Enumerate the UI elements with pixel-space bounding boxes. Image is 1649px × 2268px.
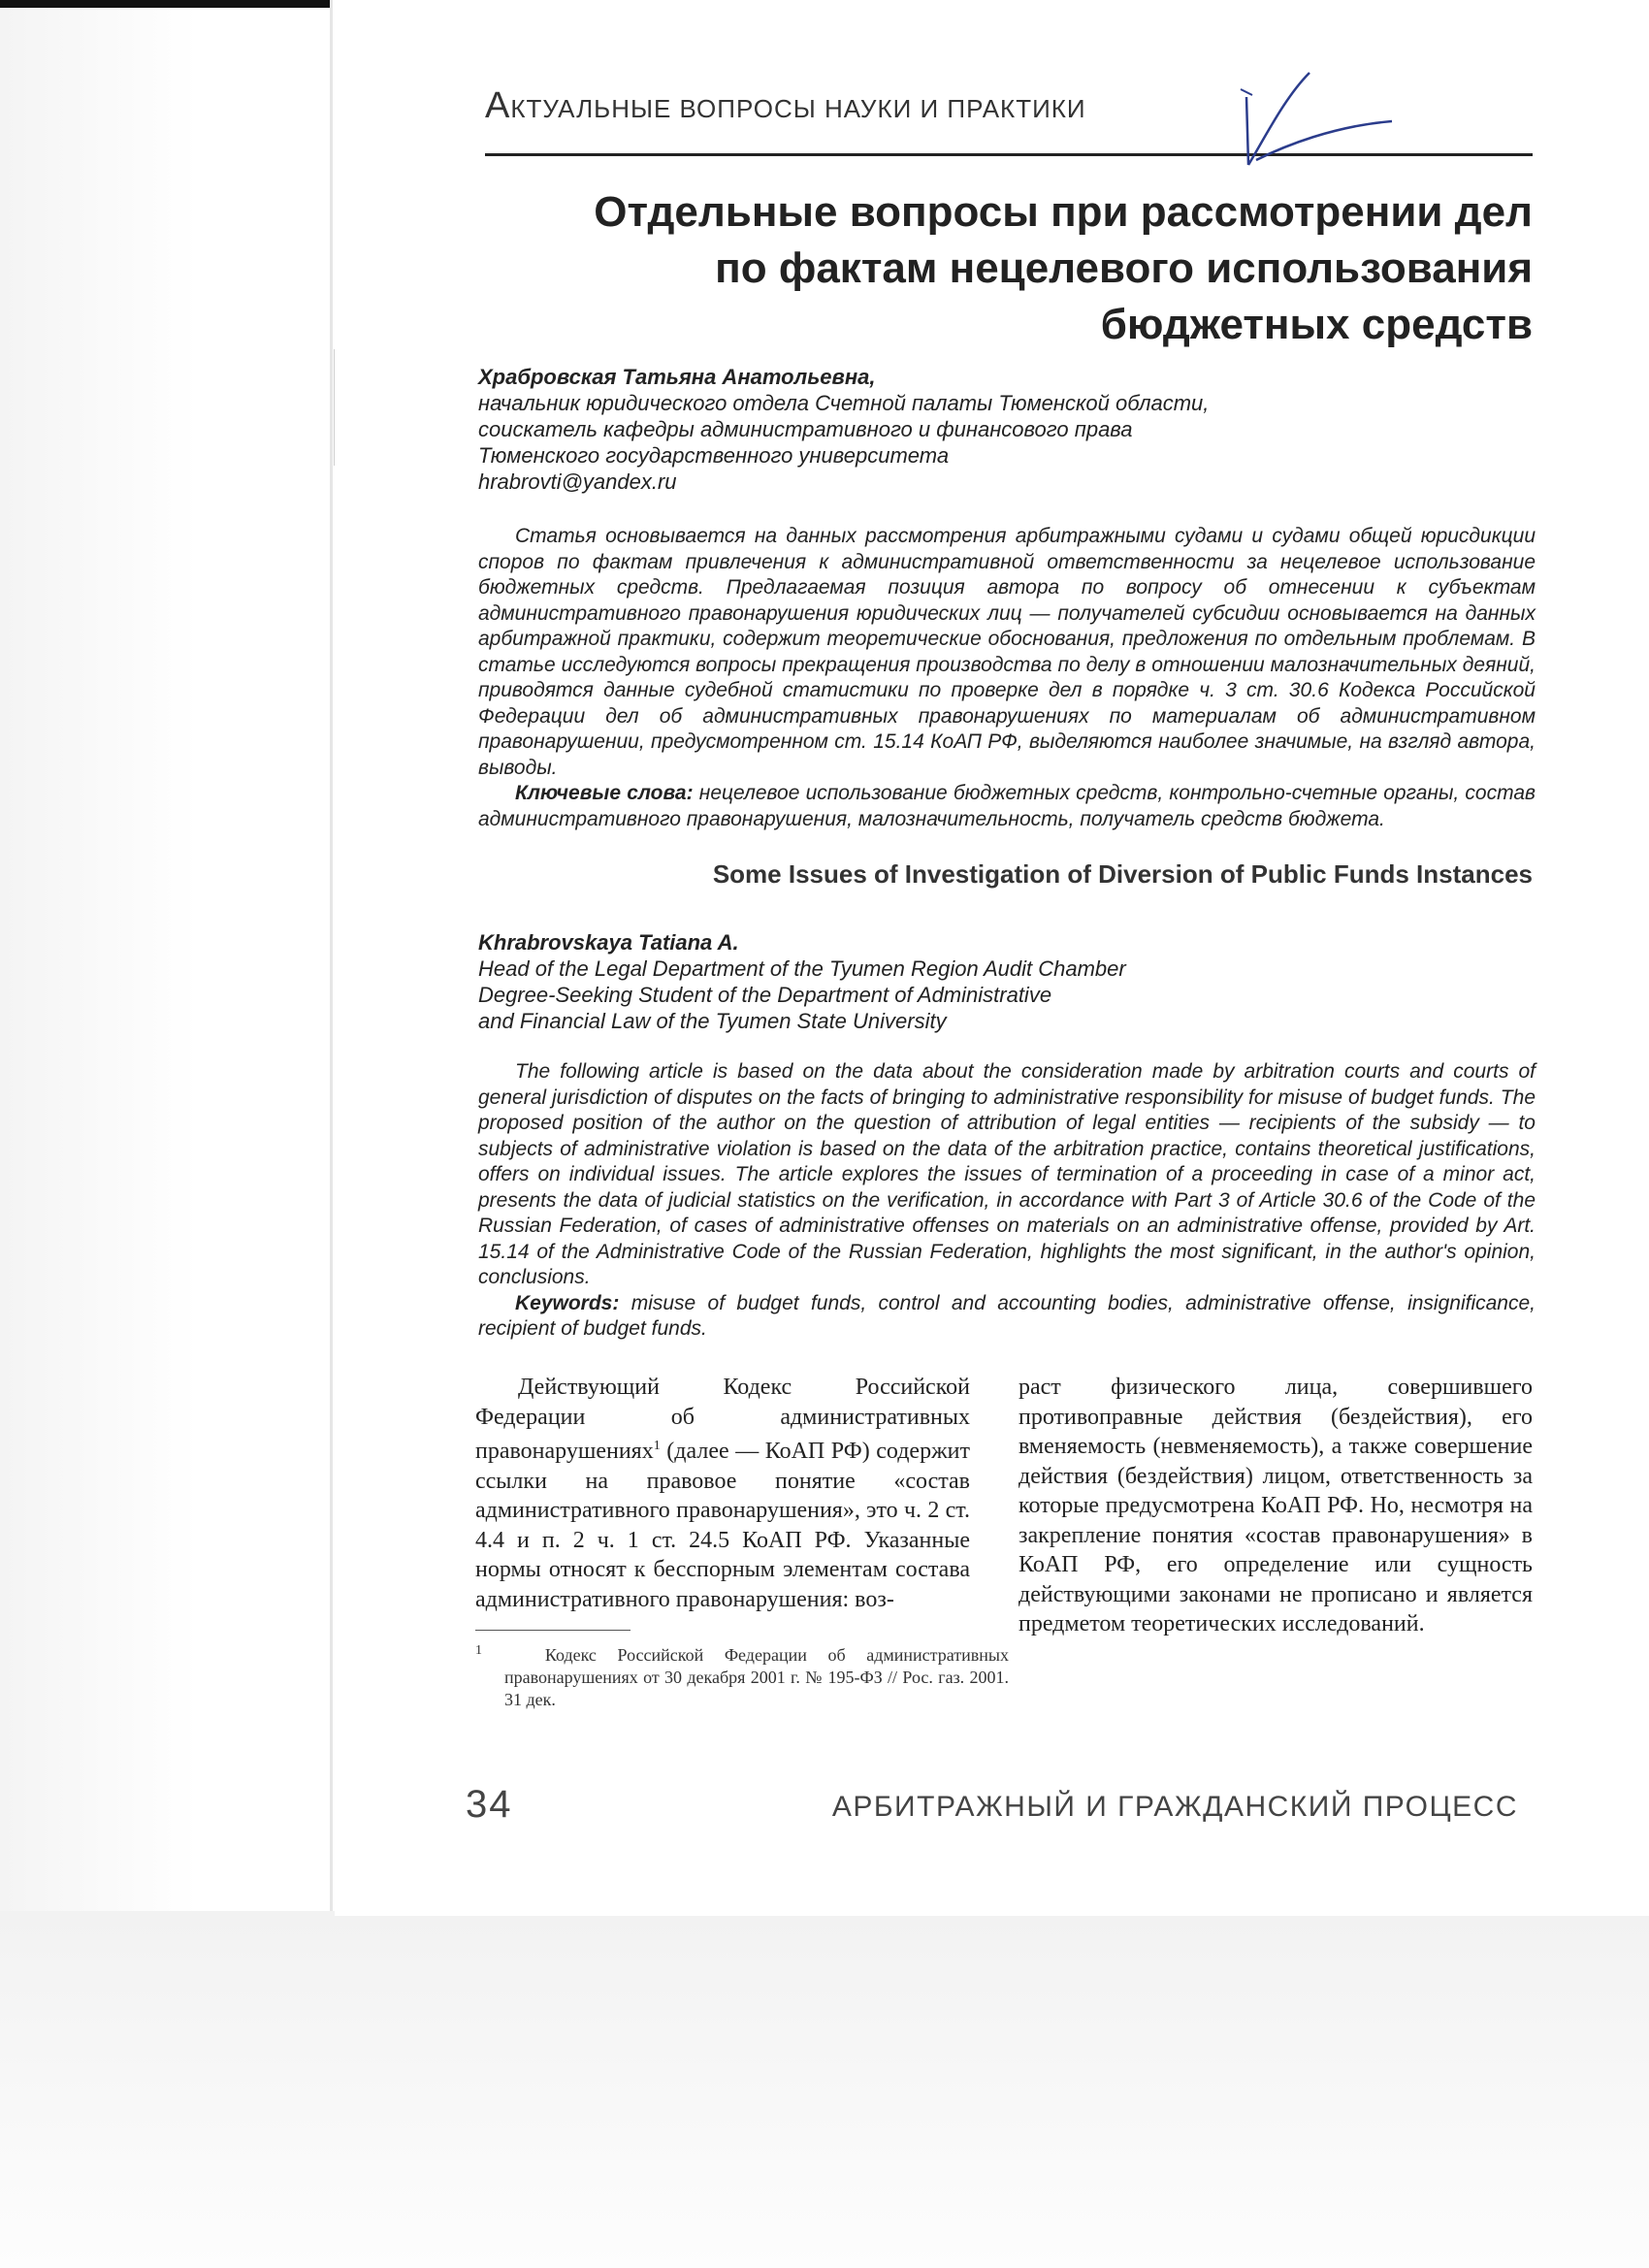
running-header: [485, 85, 1086, 127]
footnote-rule: [475, 1630, 630, 1631]
title-line: Отдельные вопросы при рассмотрении дел: [594, 188, 1533, 236]
scan-bottom-margin: [0, 1911, 1649, 2268]
affiliation-line: начальник юридического отдела Счетной палаты Тюменской области,: [478, 391, 1210, 415]
keywords-en-text: misuse of budget funds, control and accounting bodies, administrative offense, insignificance, recipient of budget funds.: [478, 1291, 1536, 1340]
scan-edge: [0, 0, 330, 8]
running-header-text: КТУАЛЬНЫЕ ВОПРОСЫ НАУКИ И ПРАКТИКИ: [510, 94, 1086, 123]
author-block-ru: [478, 364, 1536, 495]
affiliation-line: Degree-Seeking Student of the Department of Administrative: [478, 983, 1052, 1007]
footnote-ref: 1: [653, 1439, 661, 1453]
running-header-initial: А: [485, 85, 511, 126]
author-block-en: [478, 929, 1536, 1034]
abstract-en: [478, 1059, 1536, 1343]
handwritten-checkmark-icon: [1227, 68, 1402, 175]
author-name-ru: Храбровская Татьяна Анатольевна,: [478, 365, 876, 389]
keywords-ru: [478, 781, 1536, 832]
title-line: бюджетных средств: [1100, 301, 1533, 348]
scan-margin: [0, 0, 333, 1930]
article-title-en: Some Issues of Investigation of Diversion of Public Funds Instances: [712, 859, 1533, 889]
page-number: 34: [466, 1783, 513, 1826]
body-text: (далее — КоАП РФ) содержит ссылки на правовое понятие «состав административного правонарушения», это ч. 2 ст. 4.4 и п. 2 ч. 1 ст. 24.5 КоАП РФ. Указанные нормы относят к бесспорным элементам состава административного правонарушения: воз-: [475, 1439, 970, 1612]
abstract-en-text: The following article is based on the data about the consideration made by arbitration courts and courts of general jurisdiction of disputes on the facts of bringing to administrative responsibility for misuse of budget funds. The proposed position of the author on the question of attribution of legal entities — recipients of the subsidy — to subjects of administrative violation is based on the data of the arbitration practice, contains theoretical justifications, offers on individual issues. The article explores the issues of termination of a proceeding in case of a minor act, presents the data of judicial statistics on the verification, in accordance with Part 3 of Article 30.6 of the Code of the Russian Federation, of cases of administrative offenses on materials on an administrative offense, provided by Art. 15.14 of the Administrative Code of the Russian Federation, highlights the most significant, in the author's opinion, conclusions.: [478, 1060, 1536, 1288]
body-text: Действующий Кодекс Российской Федерации об административных правонарушениях: [475, 1375, 970, 1464]
author-name-en: Khrabrovskaya Tatiana A.: [478, 930, 739, 955]
keywords-ru-text: нецелевое использование бюджетных средств, контрольно-счетные органы, состав административного правонарушения, малозначительность, получатель средств бюджета.: [478, 782, 1536, 830]
body-column-left: [475, 1373, 970, 1614]
keywords-en: [478, 1291, 1536, 1343]
affiliation-line: Head of the Legal Department of the Tyumen Region Audit Chamber: [478, 956, 1126, 981]
keywords-en-label: Keywords:: [515, 1291, 620, 1314]
body-column-right: [1018, 1373, 1533, 1639]
footnote: [475, 1639, 1009, 1711]
abstract-ru-text: Статья основывается на данных рассмотрения арбитражными судами и судами общей юрисдикции споров по фактам привлечения к административной ответственности за нецелевое использование бюджетных средств. Предлагаемая позиция автора по вопросу об отнесении к субъектам административного правонарушения юридических лиц — получателей субсидии основывается на данных арбитражной практики, содержит теоретические обоснования, предложения по отдельным проблемам. В статье исследуются вопросы прекращения производства по делу в отношении малозначительных деяний, приводятся данные судебной статистики по проверке дел в порядке ч. 3 ст. 30.6 Кодекса Российской Федерации дел об административных правонарушениях по материалам об административном правонарушении, предусмотренном ст. 15.14 КоАП РФ, выделяются наиболее значимые, на взгляд автора, выводы.: [478, 525, 1536, 779]
author-email: hrabrovti@yandex.ru: [478, 470, 677, 494]
body-paragraph: раст физического лица, совершившего противоправные действия (бездействия), его вменяемость (невменяемость), а также совершение действия (бездействия) лицом, ответственность за которые предусмотрена КоАП РФ. Но, несмотря на закрепление понятия «состав правонарушения» в КоАП РФ, его определение или сущность действующими законами не прописано и является предметом теоретических исследований.: [1018, 1375, 1533, 1636]
affiliation-line: Тюменского государственного университета: [478, 443, 950, 468]
affiliation-line: and Financial Law of the Tyumen State University: [478, 1009, 947, 1033]
footnote-text: Кодекс Российской Федерации об административных правонарушениях от 30 декабря 2001 г. № 195-ФЗ // Рос. газ. 2001. 31 дек.: [504, 1645, 1009, 1709]
affiliation-line: соискатель кафедры административного и финансового права: [478, 417, 1133, 441]
body-paragraph: [475, 1373, 970, 1614]
title-line: по фактам нецелевого использования: [715, 244, 1533, 292]
keywords-ru-label: Ключевые слова:: [515, 782, 694, 804]
article-title: [563, 184, 1533, 353]
abstract-ru: [478, 524, 1536, 832]
journal-name: АРБИТРАЖНЫЙ И ГРАЖДАНСКИЙ ПРОЦЕСС: [831, 1791, 1518, 1823]
footnote-mark: 1: [475, 1643, 482, 1658]
